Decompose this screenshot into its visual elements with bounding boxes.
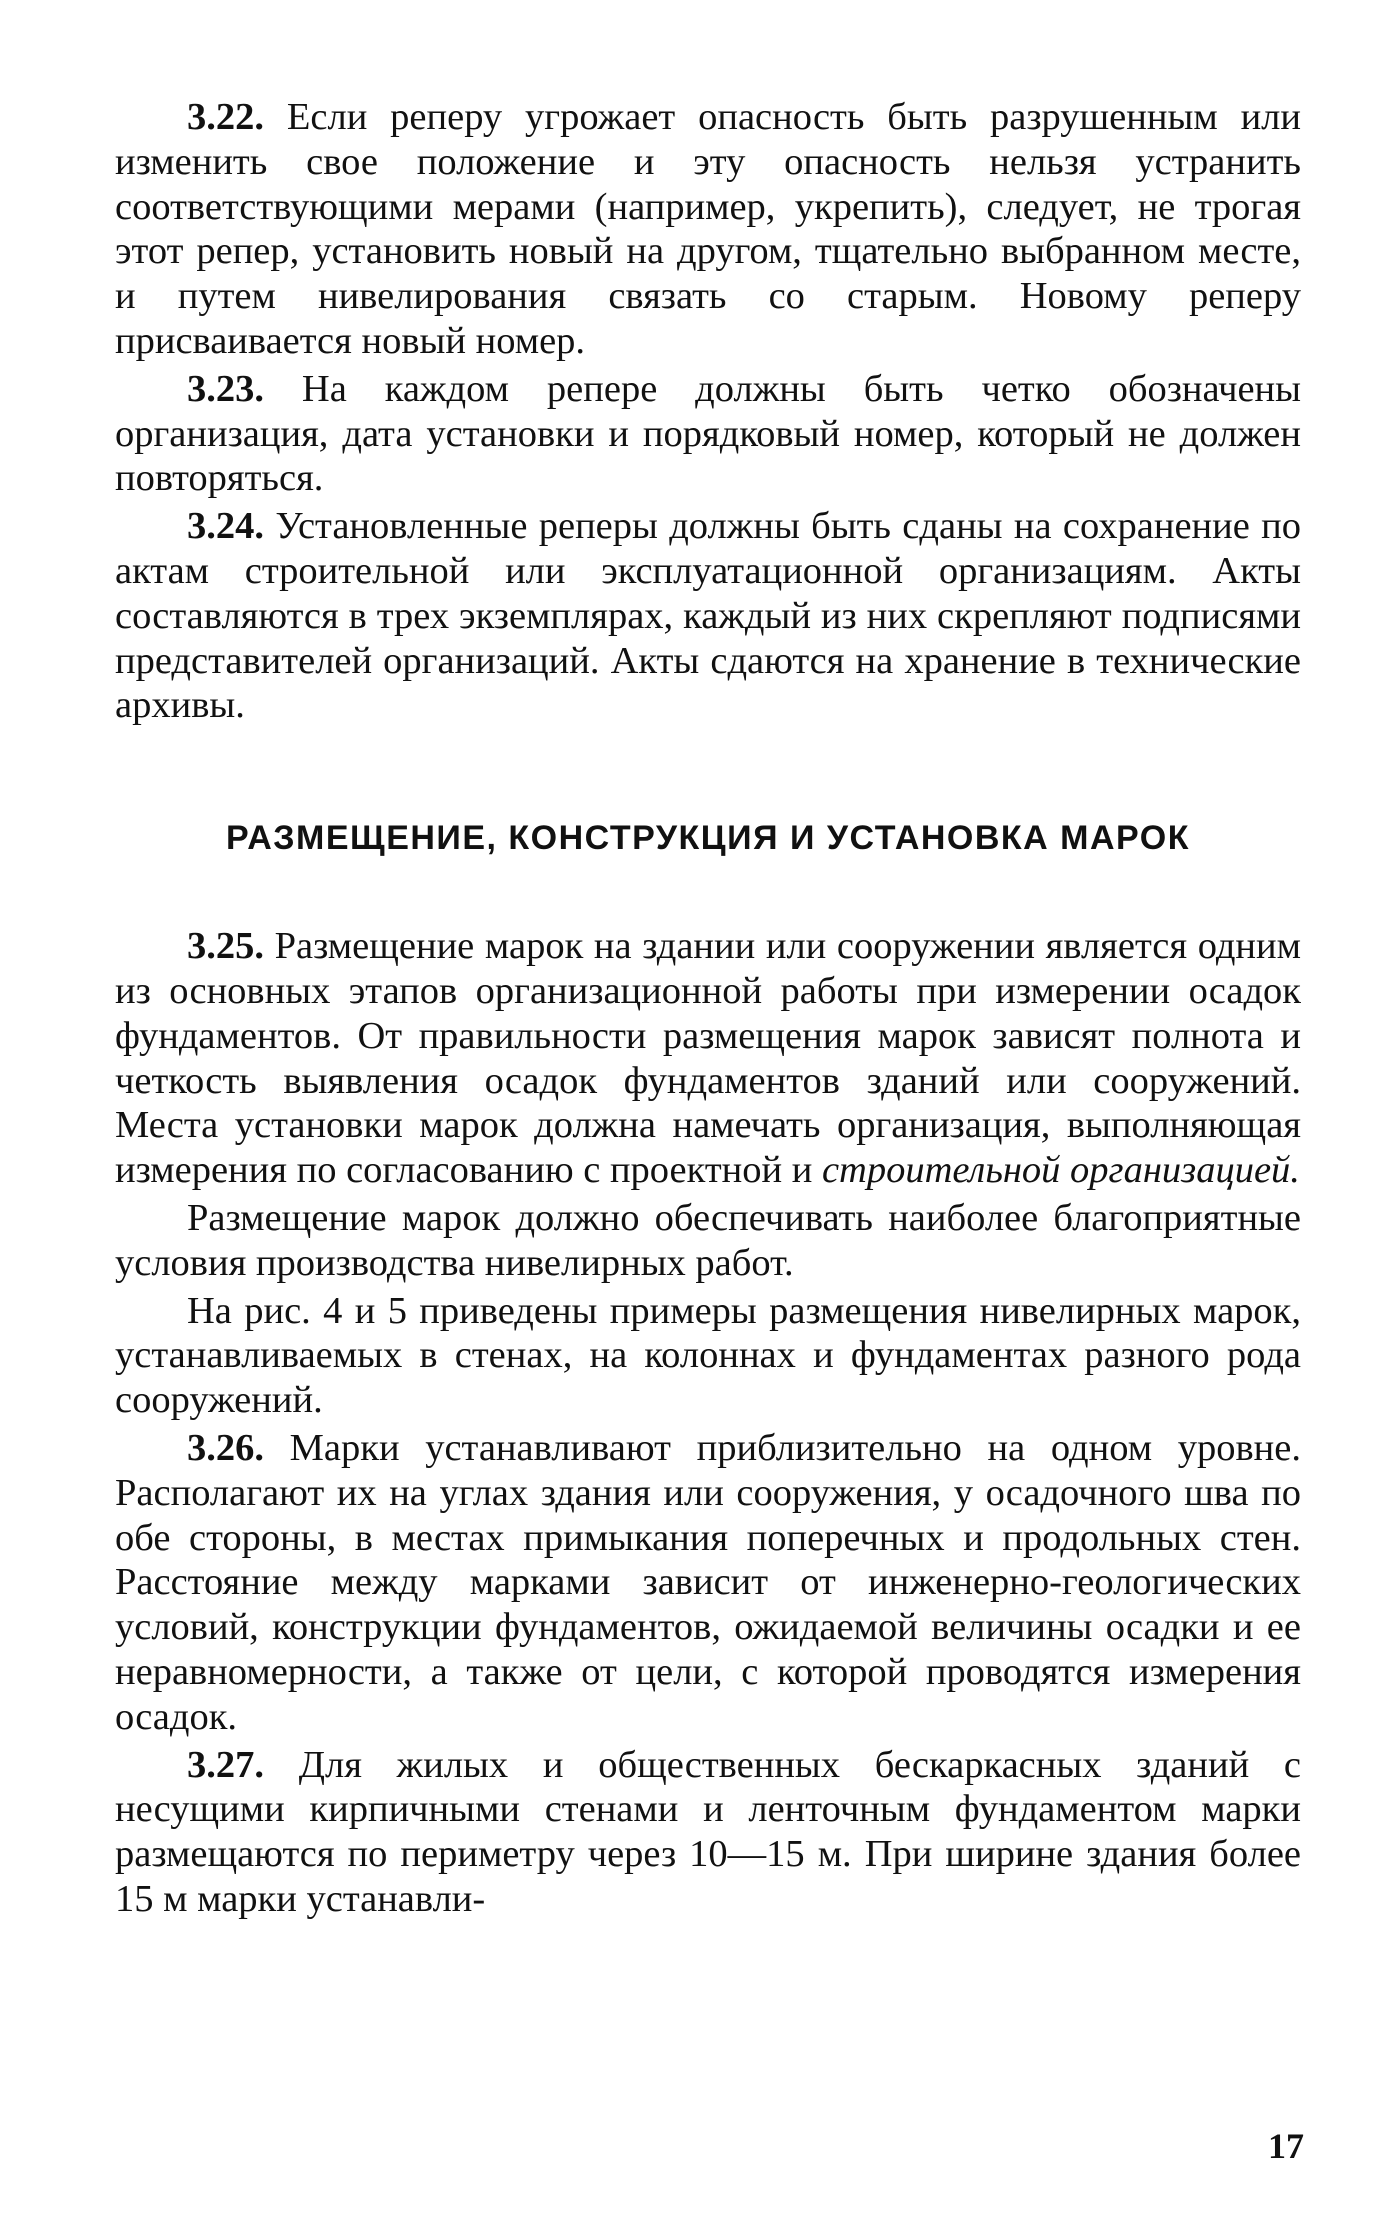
paragraph-text: Если реперу угрожает опасность быть разрушенным или изменить свое положение и эту опасность нельзя устранить соответствующими мерами (например, укрепить), следует, не трогая этот репер, установить новый на другом, тщательно выбранном месте, и путем нивелирования связать со старым. Новому реперу присваивается новый номер. (115, 96, 1301, 362)
paragraph-3-25 (115, 924, 1301, 1193)
paragraph-number: 3.26. (187, 1426, 264, 1469)
paragraph-number: 3.22. (187, 96, 264, 138)
paragraph-number: 3.23. (187, 367, 264, 410)
paragraph-text: На каждом репере должны быть четко обозначены организация, дата установки и порядковый номер, который не должен повторяться. (115, 367, 1302, 500)
paragraph-number: 3.27. (187, 1743, 264, 1786)
paragraph-italic-text: строительной организацией. (821, 1149, 1300, 1192)
paragraph-3-22 (115, 95, 1301, 364)
page-body (115, 95, 1301, 1922)
paragraph-text: Установленные реперы должны быть сданы на сохранение по актам строительной или эксплуатационной организациям. Акты составляются в трех экземплярах, каждый из них скрепляют подписями представителей организаций. Акты сдаются на хранение в технические архивы. (115, 505, 1301, 727)
paragraph-3-24 (115, 504, 1301, 728)
paragraph-number: 3.24. (187, 505, 264, 548)
paragraph-text: Марки устанавливают приблизительно на одном уровне. Располагают их на углах здания или сооружения, у осадочного шва по обе стороны, в местах примыкания поперечных и продольных стен. Расстояние между марками зависит от инженерно-геологических условий, конструкции фундаментов, ожидаемой величины осадки и ее неравномерности, а также от цели, с которой проводятся измерения осадок. (115, 1426, 1301, 1738)
section-heading: РАЗМЕЩЕНИЕ, КОНСТРУКЦИЯ И УСТАНОВКА МАРОК (226, 819, 1190, 858)
paragraph-3-25-continued-2: На рис. 4 и 5 приведены примеры размещения нивелирных марок, устанавливаемых в стенах, на колоннах и фундаментах разного рода сооружений. (115, 1289, 1301, 1422)
paragraph-3-23 (115, 367, 1301, 501)
paragraph-3-25-continued-1: Размещение марок должно обеспечивать наиболее благоприятные условия производства нивелирных работ. (115, 1196, 1301, 1284)
paragraph-3-26 (115, 1426, 1301, 1740)
paragraph-3-27 (115, 1743, 1301, 1922)
paragraph-text: Для жилых и общественных бескаркасных зданий с несущими кирпичными стенами и ленточным фундаментом марки размещаются по периметру через 10—15 м. При ширине здания более 15 м марки устанавли- (115, 1743, 1301, 1920)
paragraph-number: 3.25. (187, 925, 264, 968)
paragraph-text: Размещение марок на здании или сооружении является одним из основных этапов организационной работы при измерении осадок фундаментов. От правильности размещения марок зависят полнота и четкость выявления осадок фундаментов зданий или сооружений. Места установки марок должна намечать организация, выполняющая измерения по согласованию с проектной и (115, 925, 1301, 1192)
page-number: 17 (1268, 2126, 1304, 2166)
